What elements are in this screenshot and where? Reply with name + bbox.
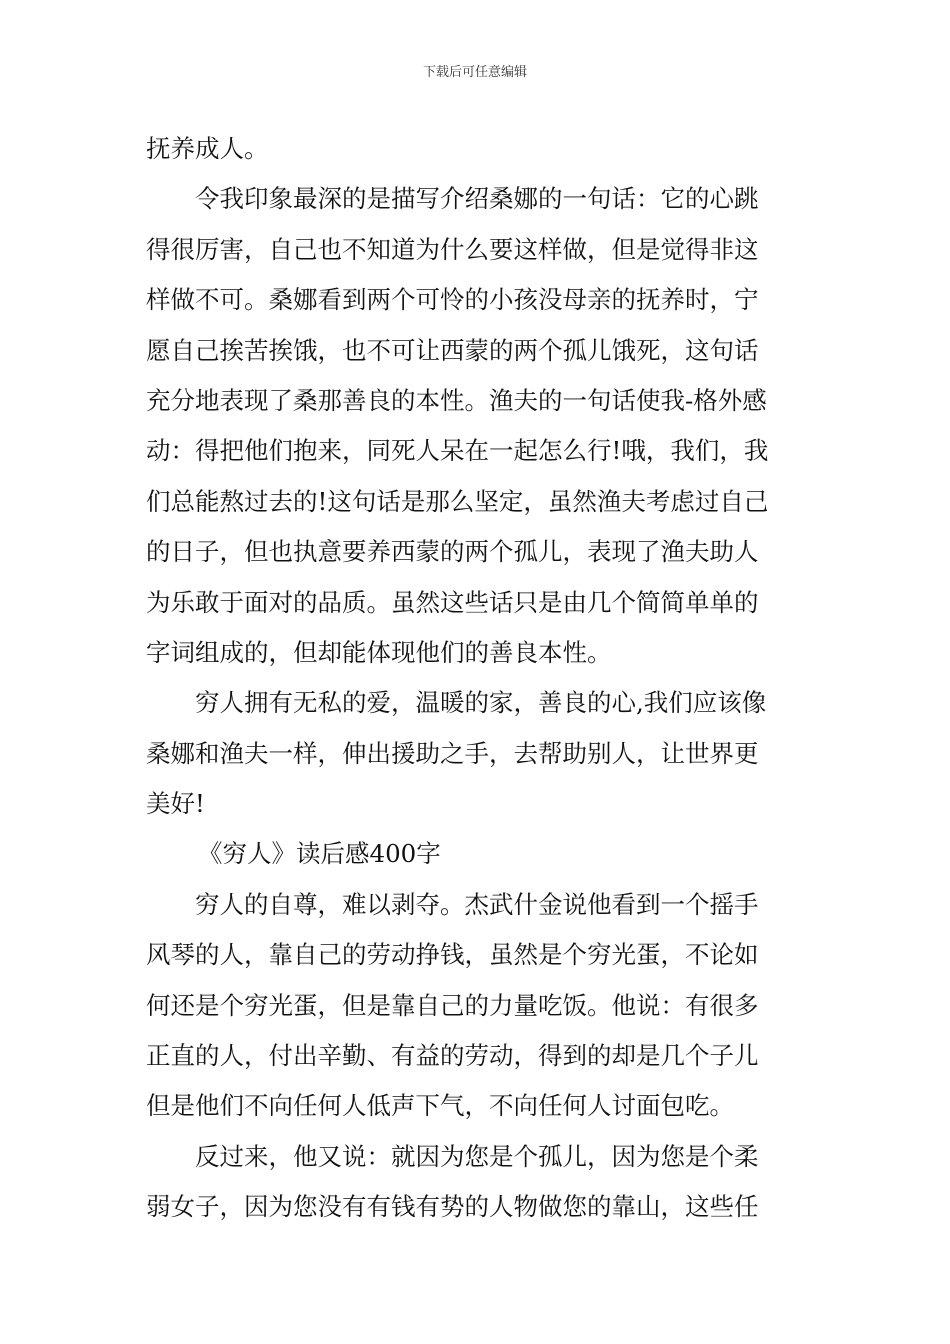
paragraph-3 <box>146 678 806 829</box>
text-line: 动：得把他们抱来，同死人呆在一起怎么行!哦，我们，我 <box>146 436 769 466</box>
text-line: 弱女子，因为您没有有钱有势的人物做您的靠山，这些任 <box>146 1192 759 1222</box>
text-line: 字词组成的，但却能体现他们的善良本性。 <box>146 637 612 667</box>
text-line: 正直的人，付出辛勤、有益的劳动，得到的却是几个子儿 <box>146 1041 759 1071</box>
text-line: 们总能熬过去的!这句话是那么坚定，虽然渔夫考虑过自己 <box>146 486 769 516</box>
text-line: 风琴的人，靠自己的劳动挣钱，虽然是个穷光蛋，不论如 <box>146 940 759 970</box>
text-line: 美好! <box>146 789 205 819</box>
text-line: 为乐敢于面对的品质。虽然这些话只是由几个简简单单的 <box>146 587 759 617</box>
text-line: 穷人拥有无私的爱，温暖的家，善良的心,我们应该像 <box>195 688 767 718</box>
text-line: 的日子，但也执意要养西蒙的两个孤儿，表现了渔夫助人 <box>146 537 759 567</box>
text-line: 愿自己挨苦挨饿，也不可让西蒙的两个孤儿饿死，这句话 <box>146 335 759 365</box>
paragraph-4 <box>146 880 806 1132</box>
text-line: 何还是个穷光蛋，但是靠自己的力量吃饭。他说：有很多 <box>146 990 759 1020</box>
text-line: 充分地表现了桑那善良的本性。渔夫的一句话使我-格外感 <box>146 385 767 415</box>
text-line: 桑娜和渔夫一样，伸出援助之手，去帮助别人，让世界更 <box>146 738 759 768</box>
text-line: 得很厉害，自己也不知道为什么要这样做，但是觉得非这 <box>146 234 759 264</box>
text-line: 反过来，他又说：就因为您是个孤儿，因为您是个柔 <box>195 1141 759 1171</box>
page-header: 下载后可任意编辑 <box>422 65 527 80</box>
section-title: 《穷人》读后感400字 <box>198 839 441 869</box>
paragraph-2 <box>146 174 806 678</box>
text-line: 样做不可。桑娜看到两个可怜的小孩没母亲的抚养时，宁 <box>146 285 759 315</box>
paragraph-5 <box>146 1132 806 1233</box>
text-line: 但是他们不向任何人低声下气，不向任何人讨面包吃。 <box>146 1091 734 1121</box>
document-body <box>146 124 806 1233</box>
text-line: 令我印象最深的是描写介绍桑娜的一句话：它的心跳 <box>195 184 759 214</box>
paragraph-1 <box>146 124 806 174</box>
text-line: 穷人的自尊，难以剥夺。杰武什金说他看到一个摇手 <box>195 889 759 919</box>
text-line: 抚养成人。 <box>146 134 269 163</box>
